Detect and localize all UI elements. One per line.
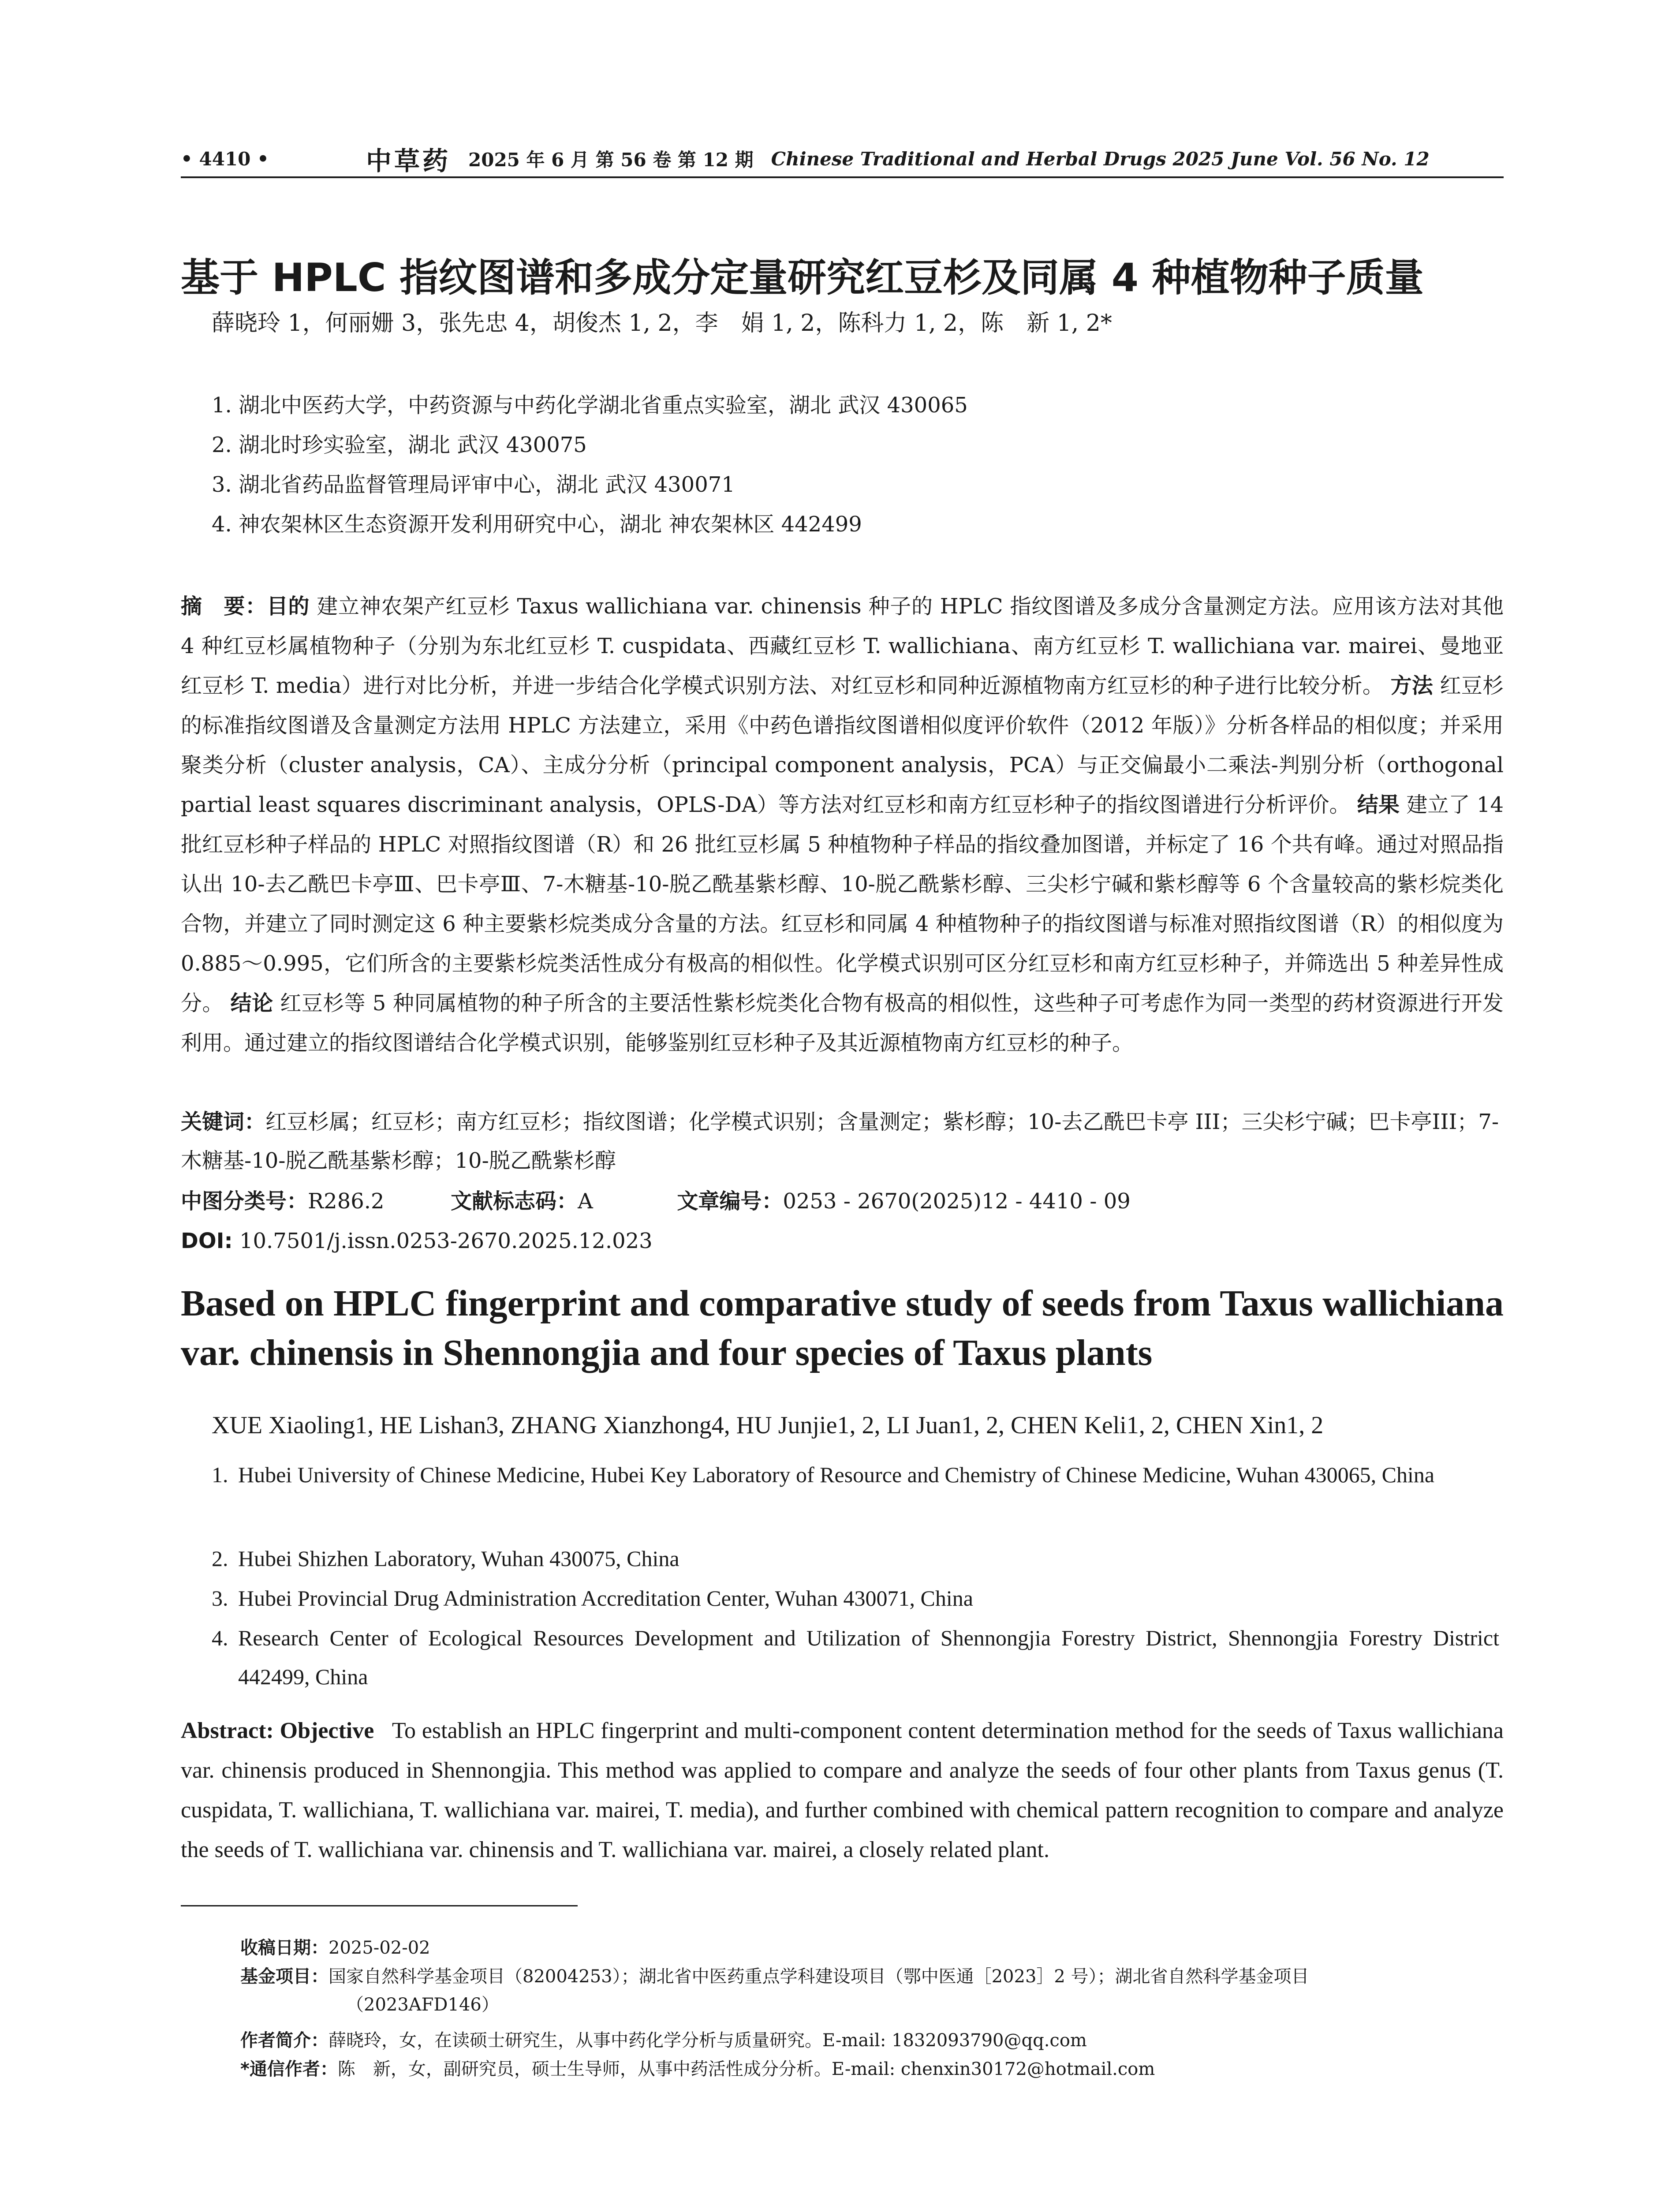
footnote-received bbox=[240, 1934, 1504, 1962]
journal-en: Chinese Traditional and Herbal Drugs 2025 June Vol. 56 No. 12 bbox=[771, 148, 1430, 170]
title-en: Based on HPLC fingerprint and comparative study of seeds from Taxus wallichiana var. chinensis in Shennongjia and four species of Taxus plants bbox=[181, 1283, 1504, 1373]
journal-info bbox=[366, 140, 1504, 177]
method-label: 方法 bbox=[1390, 673, 1434, 698]
affiliation-en bbox=[212, 1539, 1504, 1578]
fund-value-cont: （2023AFD146） bbox=[346, 1995, 499, 2015]
abstract-cn bbox=[181, 587, 1504, 1063]
abstract-objective: 建立神农架产红豆杉 Taxus wallichiana var. chinensis 种子的 HPLC 指纹图谱及多成分含量测定方法。应用该方法对其他 4 种红豆杉属植物种子（分别为东北红豆杉 T. cuspidata、西藏红豆杉 T. wallichiana、南方红豆杉 T. wallichiana var. mairei、曼地亚红豆杉 T. media）进行对比分析，并进一步结合化学模式识别方法、对红豆杉和同种近源植物南方红豆杉的种子进行比较分析。 bbox=[181, 594, 1504, 698]
classification-line bbox=[181, 1182, 1504, 1221]
keywords-text: 红豆杉属；红豆杉；南方红豆杉；指纹图谱；化学模式识别；含量测定；紫杉醇；10-去乙酰巴卡亭 III；三尖杉宁碱；巴卡亭III；7-木糖基-10-脱乙酰基紫杉醇；10-脱乙酰紫杉醇 bbox=[181, 1110, 1499, 1173]
clc-label: 中图分类号： bbox=[181, 1189, 308, 1214]
affiliation-text: Hubei University of Chinese Medicine, Hubei Key Laboratory of Resource and Chemistry of Chinese Medicine, Wuhan 430065, China bbox=[238, 1462, 1435, 1487]
running-header bbox=[181, 141, 1504, 178]
corr-value: 陈 新，女，副研究员，硕士生导师，从事中药活性成分分析。E-mail: chenxin30172@hotmail.com bbox=[337, 2059, 1155, 2079]
keywords-label: 关键词： bbox=[181, 1110, 266, 1134]
keywords-cn bbox=[181, 1102, 1504, 1180]
fund-value: 国家自然科学基金项目（82004253）；湖北省中医药重点学科建设项目（鄂中医通［2023］2 号）；湖北省自然科学基金项目 bbox=[329, 1966, 1309, 1987]
affiliation-text: Hubei Provincial Drug Administration Accreditation Center, Wuhan 430071, China bbox=[238, 1586, 973, 1611]
abstract-en-text: To establish an HPLC fingerprint and multi-component content determination method for the seeds of Taxus wallichiana var. chinensis produced in Shennongjia. This method was applied to compare and analyze the seeds of four other plants from Taxus genus (T. cuspidata, T. wallichiana, T. wallichiana var. mairei, T. media), and further combined with chemical pattern recognition to compare and analyze the seeds of T. wallichiana var. chinensis and T. wallichiana var. mairei, a closely related plant. bbox=[181, 1718, 1504, 1862]
affiliation-en bbox=[212, 1455, 1504, 1494]
affiliation-number: 2. bbox=[212, 1546, 228, 1571]
abstract-conclusion: 红豆杉等 5 种同属植物的种子所含的主要活性紫杉烷类化合物有极高的相似性，这些种子可考虑作为同一类型的药材资源进行开发利用。通过建立的指纹图谱结合化学模式识别，能够鉴别红豆杉种子及其近源植物南方红豆杉的种子。 bbox=[181, 991, 1504, 1055]
abstract-en bbox=[181, 1711, 1504, 1870]
article-value: 0253 - 2670(2025)12 - 4410 - 09 bbox=[783, 1189, 1131, 1214]
authors-en: XUE Xiaoling1, HE Lishan3, ZHANG Xianzhong4, HU Junjie1, 2, LI Juan1, 2, CHEN Keli1, 2, CHEN Xin1, 2 bbox=[212, 1412, 1324, 1439]
affiliation-number: 4. bbox=[212, 1626, 228, 1650]
issue-cn: 2025 年 6 月 第 56 卷 第 12 期 bbox=[468, 149, 754, 171]
affiliation-cn: 2. 湖北时珍实验室，湖北 武汉 430075 bbox=[212, 433, 587, 457]
footnote-corresponding bbox=[240, 2055, 1504, 2083]
doc-value: A bbox=[578, 1189, 593, 1214]
footnote-fund bbox=[240, 1962, 1504, 2019]
doi-label: DOI: bbox=[181, 1229, 233, 1253]
abstract-label: 摘 要：目的 bbox=[181, 594, 310, 619]
doi-value: 10.7501/j.issn.0253-2670.2025.12.023 bbox=[239, 1229, 653, 1253]
article-label: 文章编号： bbox=[677, 1189, 783, 1214]
received-label: 收稿日期： bbox=[240, 1938, 329, 1958]
fund-label: 基金项目： bbox=[240, 1966, 329, 1987]
result-label: 结果 bbox=[1357, 792, 1400, 817]
received-value: 2025-02-02 bbox=[329, 1938, 430, 1958]
affiliation-cn: 1. 湖北中医药大学，中药资源与中药化学湖北省重点实验室，湖北 武汉 430065 bbox=[212, 393, 968, 418]
footnote-bio bbox=[240, 2026, 1504, 2055]
affiliation-number: 1. bbox=[212, 1462, 228, 1487]
abstract-result: 建立了 14 批红豆杉种子样品的 HPLC 对照指纹图谱（R）和 26 批红豆杉属 5 种植物种子样品的指纹叠加图谱，并标定了 16 个共有峰。通过对照品指认出 10-去乙酰巴卡亭Ⅲ、巴卡亭Ⅲ、7-木糖基-10-脱乙酰基紫杉醇、10-脱乙酰紫杉醇、三尖杉宁碱和紫杉醇等 6 个含量较高的紫杉烷类化合物，并建立了同时测定这 6 种主要紫杉烷类成分含量的方法。红豆杉和同属 4 种植物种子的指纹图谱与标准对照指纹图谱（R）的相似度为 0.885～0.995，它们所含的主要紫杉烷类活性成分有极高的相似性。化学模式识别可区分红豆杉和南方红豆杉种子，并筛选出 5 种差异性成分。 bbox=[181, 792, 1504, 1016]
footnote-rule bbox=[181, 1905, 578, 1906]
title-cn: 基于 HPLC 指纹图谱和多成分定量研究红豆杉及同属 4 种植物种子质量 bbox=[181, 255, 1424, 300]
abstract-en-label: Abstract: Objective bbox=[181, 1718, 374, 1743]
page-number: • 4410 • bbox=[181, 148, 269, 170]
affiliation-en bbox=[212, 1579, 1504, 1618]
affiliation-cn: 3. 湖北省药品监督管理局评审中心，湖北 武汉 430071 bbox=[212, 472, 735, 497]
doc-label: 文献标志码： bbox=[451, 1189, 578, 1214]
affiliation-text: Hubei Shizhen Laboratory, Wuhan 430075, China bbox=[238, 1546, 679, 1571]
doi-line bbox=[181, 1222, 1504, 1260]
bio-label: 作者简介： bbox=[240, 2030, 329, 2051]
conclusion-label: 结论 bbox=[230, 991, 273, 1016]
affiliation-number: 3. bbox=[212, 1586, 228, 1611]
journal-logo-cn: 中草药 bbox=[366, 146, 451, 176]
bio-value: 薛晓玲，女，在读硕士研究生，从事中药化学分析与质量研究。E-mail: 1832093790@qq.com bbox=[329, 2030, 1087, 2051]
abstract-method: 红豆杉的标准指纹图谱及含量测定方法用 HPLC 方法建立，采用《中药色谱指纹图谱相似度评价软件（2012 年版）》分析各样品的相似度；并采用聚类分析（cluster analysis，CA）、主成分分析（principal component analysis，PCA）与正交偏最小二乘法-判别分析（orthogonal partial least squares discriminant analysis，OPLS-DA）等方法对红豆杉和南方红豆杉种子的指纹图谱进行分析评价。 bbox=[181, 673, 1504, 817]
corr-label: *通信作者： bbox=[240, 2059, 338, 2079]
clc-value: R286.2 bbox=[308, 1189, 385, 1214]
affiliation-en bbox=[212, 1618, 1504, 1696]
authors-cn: 薛晓玲 1，何丽姗 3，张先忠 4，胡俊杰 1, 2，李 娟 1, 2，陈科力 1, 2，陈 新 1, 2* bbox=[212, 310, 1112, 336]
affiliation-cn: 4. 神农架林区生态资源开发利用研究中心，湖北 神农架林区 442499 bbox=[212, 512, 862, 537]
affiliation-text: Research Center of Ecological Resources Development and Utilization of Shennongjia Forestry District, Shennongjia Forestry District 442499, China bbox=[238, 1626, 1499, 1689]
